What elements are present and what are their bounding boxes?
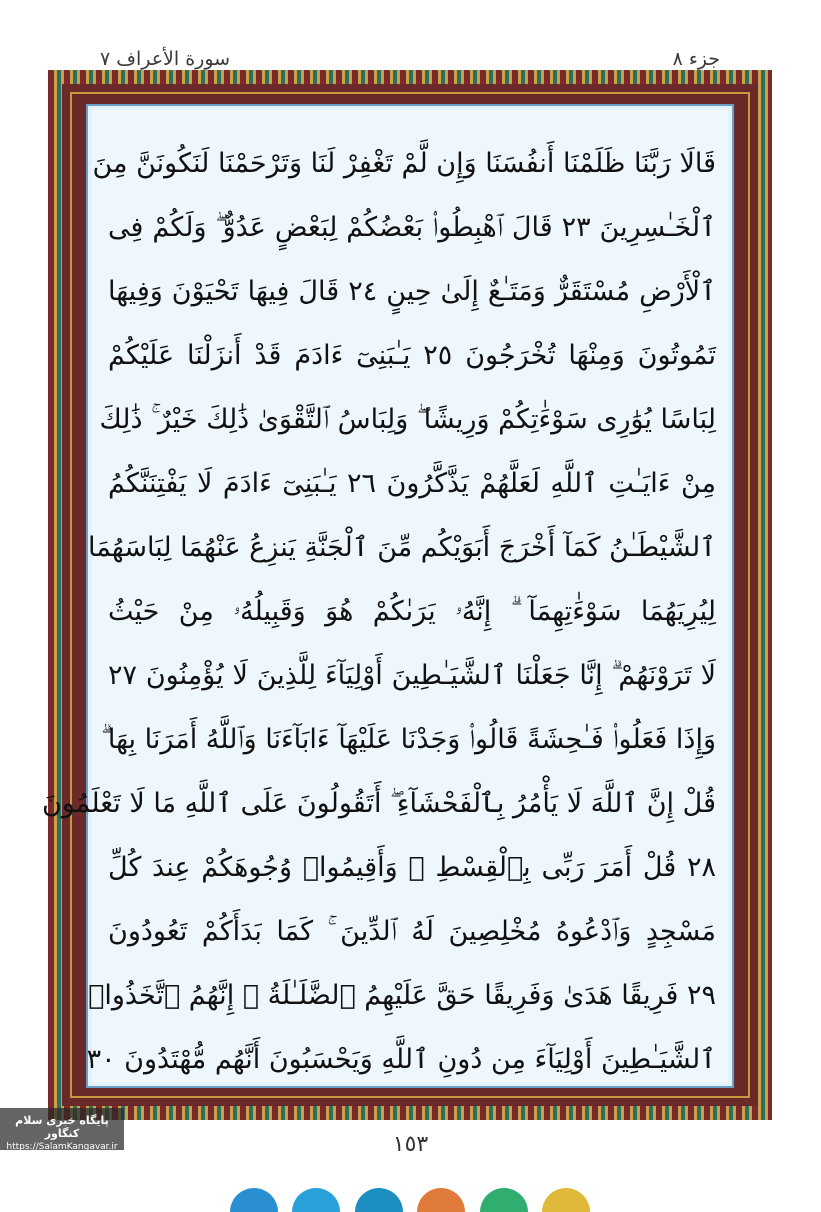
- juz-label: جزء ٨: [672, 48, 720, 70]
- verse-line-5: لِبَاسًا يُوَٰرِى سَوْءَٰتِكُمْ وَرِيشًا ۖ وَلِبَاسُ ٱلتَّقْوَىٰ ذَٰلِكَ خَيْرٌ ۚ ذَٰلِكَ: [99, 404, 716, 435]
- verse-line-3: ٱلْأَرْضِ مُسْتَقَرٌّ وَمَتَـٰعٌ إِلَىٰ حِينٍ ٢٤ قَالَ فِيهَا تَحْيَوْنَ وَفِيهَا: [108, 276, 716, 307]
- bottom-decoration: [230, 1188, 590, 1212]
- watermark-title: پایگاه خبری سلام کنگاور: [15, 1114, 109, 1140]
- verse-line-11: قُلْ إِنَّ ٱللَّهَ لَا يَأْمُرُ بِٱلْفَحْشَآءِ ۖ أَتَقُولُونَ عَلَى ٱللَّهِ مَا لَا تَعْلَمُونَ: [41, 788, 716, 819]
- decor-dot: [542, 1188, 590, 1212]
- verse-line-7: ٱلشَّيْطَـٰنُ كَمَآ أَخْرَجَ أَبَوَيْكُم مِّنَ ٱلْجَنَّةِ يَنزِعُ عَنْهُمَا لِبَاسَهُمَا: [88, 532, 716, 563]
- verse-line-14: ٢٩ فَرِيقًا هَدَىٰ وَفَرِيقًا حَقَّ عَلَيْهِمُ ٱلضَّلَـٰلَةُ ۗ إِنَّهُمُ ٱتَّخَذُوا۟: [88, 980, 716, 1011]
- verse-line-8: لِيُرِيَهُمَا سَوْءَٰتِهِمَآ ۗ إِنَّهُۥ يَرَىٰكُمْ هُوَ وَقَبِيلُهُۥ مِنْ حَيْثُ: [108, 596, 716, 627]
- verse-line-12: ٢٨ قُلْ أَمَرَ رَبِّى بِٱلْقِسْطِ ۖ وَأَقِيمُوا۟ وُجُوهَكُمْ عِندَ كُلِّ: [108, 852, 716, 883]
- verse-line-10: وَإِذَا فَعَلُوا۟ فَـٰحِشَةً قَالُوا۟ وَجَدْنَا عَلَيْهَآ ءَابَآءَنَا وَٱللَّهُ أَمَرَنَا بِهَا ۗ: [101, 724, 716, 755]
- surah-label: سورة الأعراف ٧: [100, 48, 231, 70]
- page-number: ١٥٣: [392, 1132, 429, 1157]
- quran-text-panel: [41, 104, 734, 1088]
- verse-line-4: تَمُوتُونَ وَمِنْهَا تُخْرَجُونَ ٢٥ يَـٰبَنِىٓ ءَادَمَ قَدْ أَنزَلْنَا عَلَيْكُمْ: [108, 340, 716, 371]
- decor-dot: [480, 1188, 528, 1212]
- decor-dot: [355, 1188, 403, 1212]
- decor-dot: [417, 1188, 465, 1212]
- verse-line-13: مَسْجِدٍ وَٱدْعُوهُ مُخْلِصِينَ لَهُ ٱلدِّينَ ۚ كَمَا بَدَأَكُمْ تَعُودُونَ: [108, 916, 716, 947]
- verse-line-2: ٱلْخَـٰسِرِينَ ٢٣ قَالَ ٱهْبِطُوا۟ بَعْضُكُمْ لِبَعْضٍ عَدُوٌّ ۖ وَلَكُمْ فِى: [108, 212, 716, 243]
- decor-dot: [292, 1188, 340, 1212]
- verse-line-15: ٱلشَّيَـٰطِينَ أَوْلِيَآءَ مِن دُونِ ٱللَّهِ وَيَحْسَبُونَ أَنَّهُم مُّهْتَدُونَ ٣٠: [86, 1044, 716, 1075]
- watermark-url: https://SalamKangavar.ir: [6, 1142, 118, 1152]
- decor-dot: [230, 1188, 278, 1212]
- verse-lines: [41, 132, 716, 1092]
- verse-line-6: مِنْ ءَايَـٰتِ ٱللَّهِ لَعَلَّهُمْ يَذَّكَّرُونَ ٢٦ يَـٰبَنِىٓ ءَادَمَ لَا يَفْتِنَنَّكُمُ: [108, 468, 716, 499]
- verse-line-1: قَالَا رَبَّنَا ظَلَمْنَا أَنفُسَنَا وَإِن لَّمْ تَغْفِرْ لَنَا وَتَرْحَمْنَا لَنَكُونَنَّ مِنَ: [92, 148, 716, 179]
- verse-line-9: لَا تَرَوْنَهُمْ ۗ إِنَّا جَعَلْنَا ٱلشَّيَـٰطِينَ أَوْلِيَآءَ لِلَّذِينَ لَا يُؤْمِنُونَ ٢٧: [108, 660, 716, 691]
